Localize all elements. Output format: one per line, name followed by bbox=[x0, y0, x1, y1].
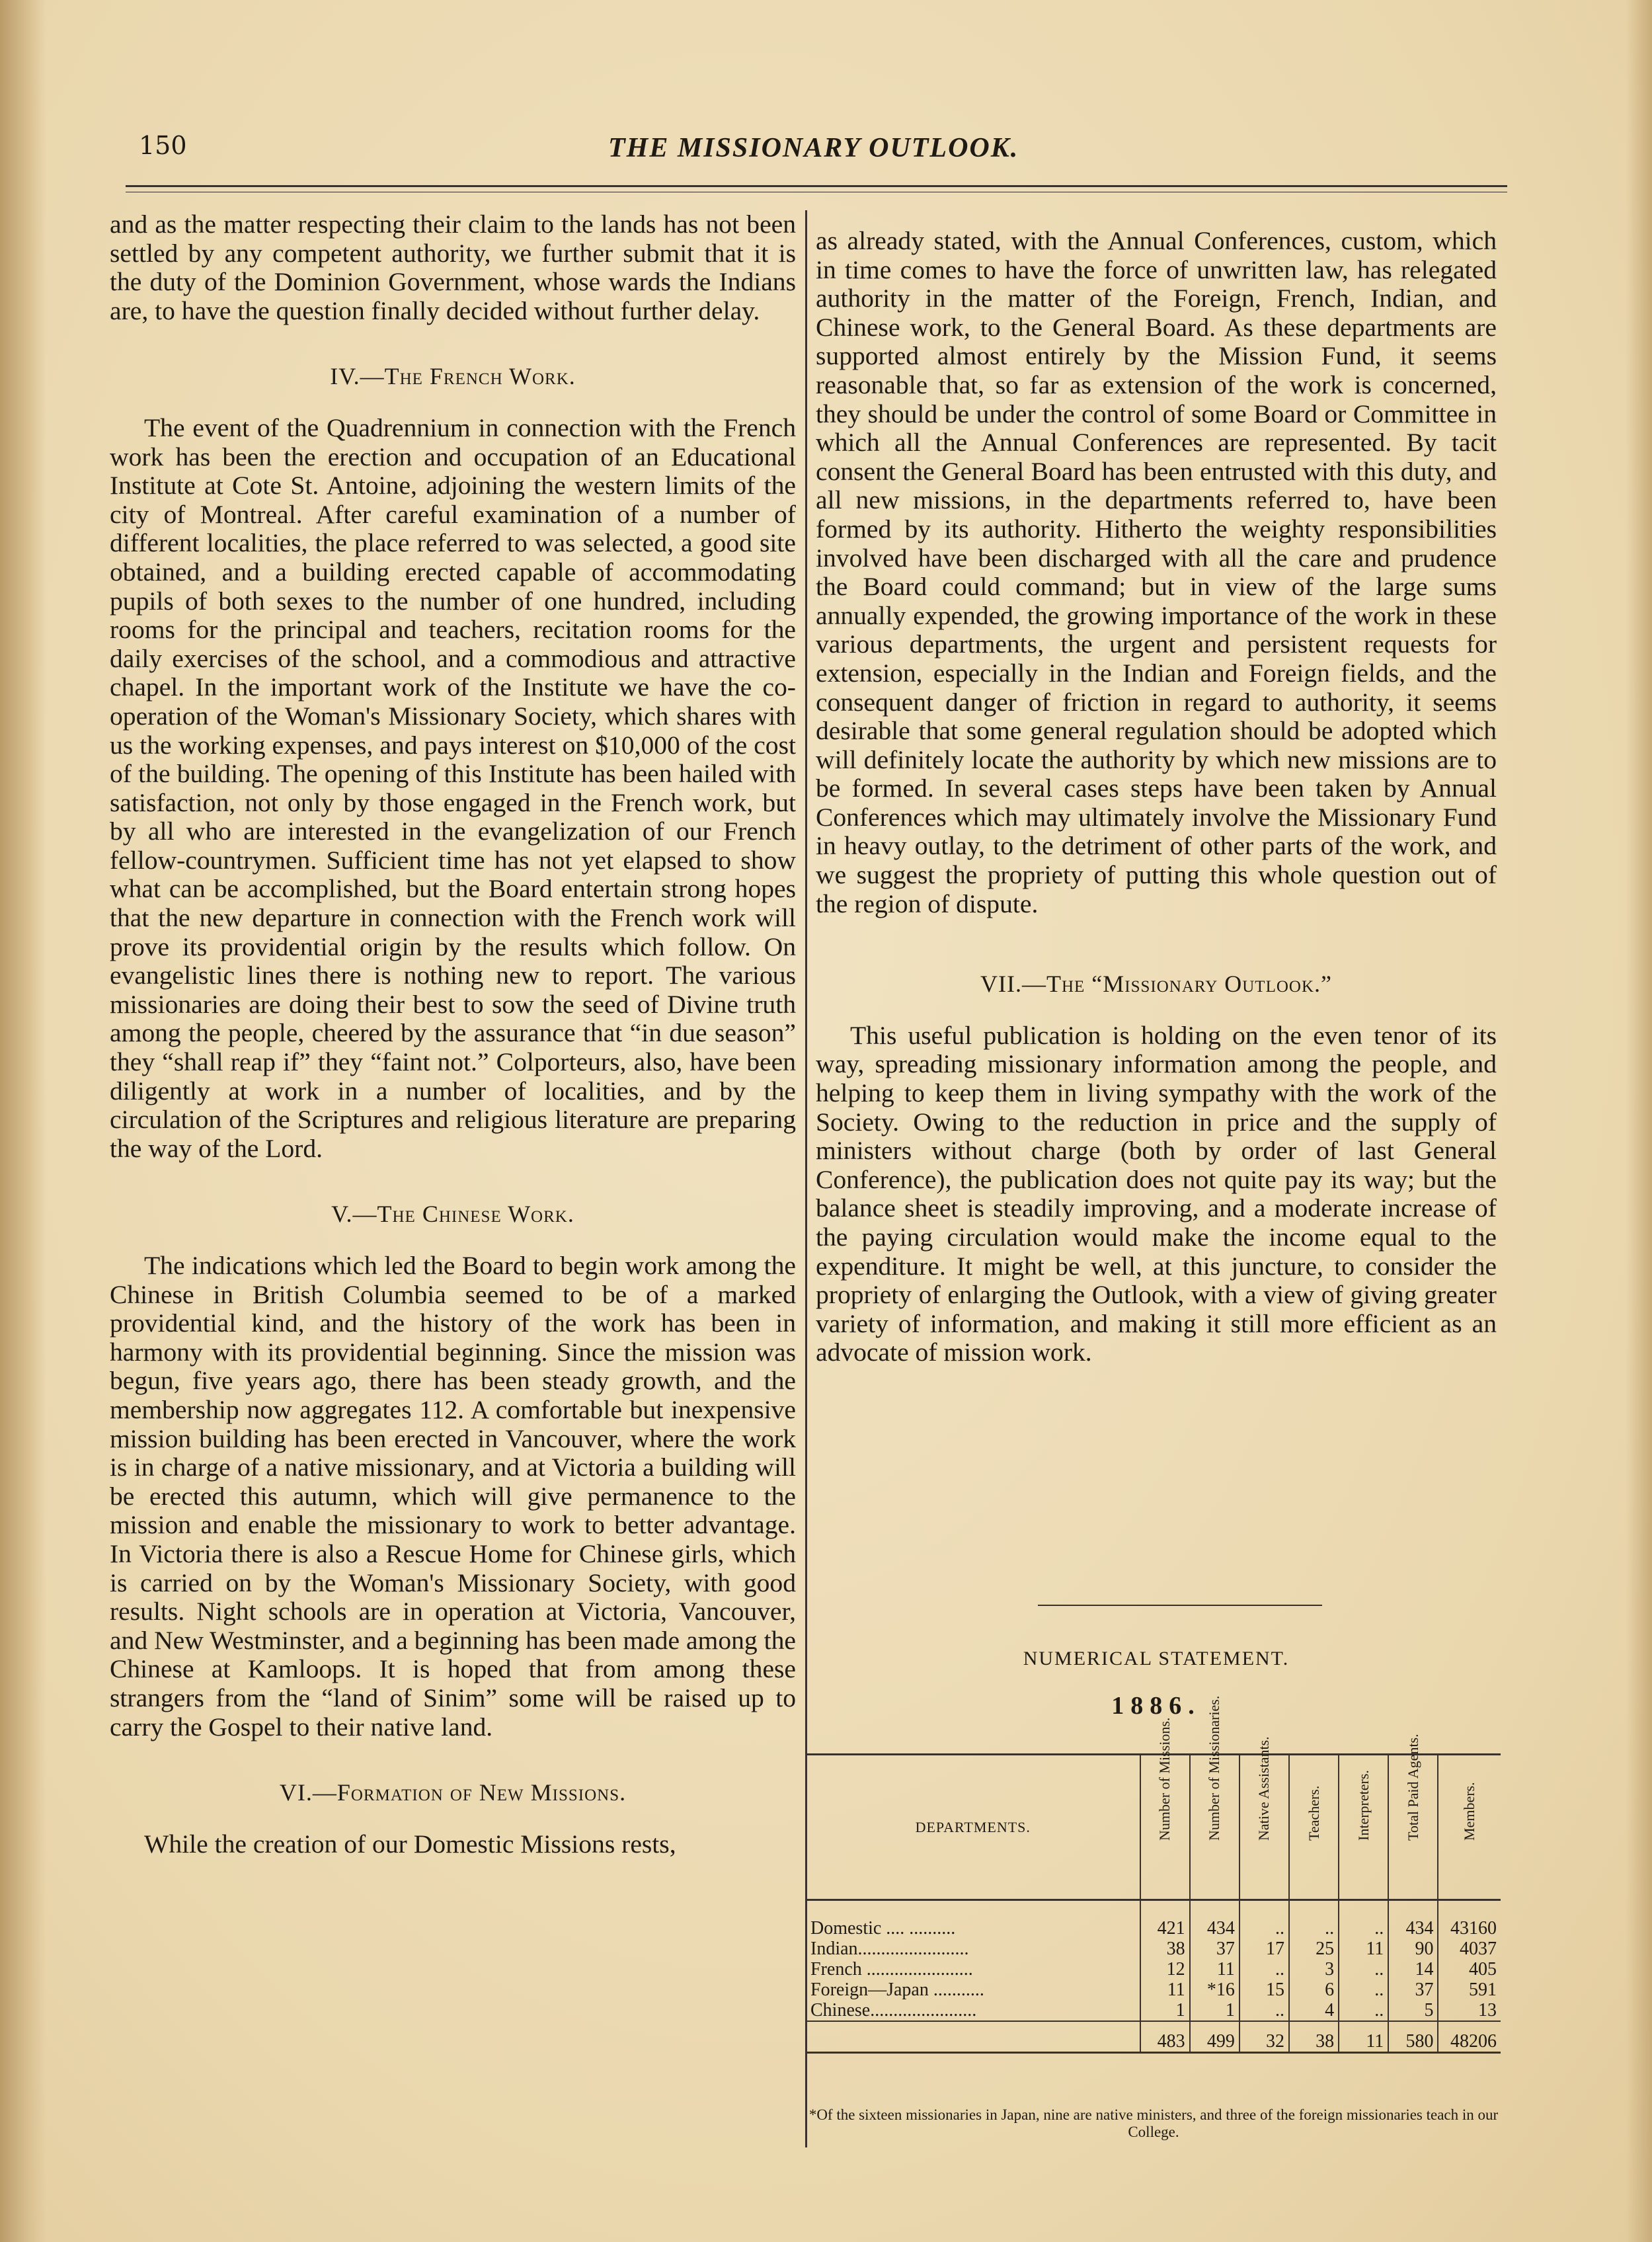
table-cell: 37 bbox=[1190, 1939, 1239, 1959]
table-cell: 37 bbox=[1388, 1980, 1438, 2000]
table-total-row bbox=[806, 2021, 1501, 2053]
journal-title: THE MISSIONARY OUTLOOK. bbox=[608, 133, 1019, 163]
table-cell: .. bbox=[1289, 1900, 1339, 1939]
table-cell: 1 bbox=[1190, 2000, 1239, 2021]
table-cell: 11 bbox=[1140, 1980, 1190, 2000]
section-heading: VI.—Formation of New Missions. bbox=[279, 1779, 627, 1806]
department-name: Indian........................ bbox=[810, 1939, 969, 1959]
page-number: 150 bbox=[139, 131, 187, 160]
department-name: Chinese....................... bbox=[810, 2000, 977, 2021]
table-cell: 3 bbox=[1289, 1959, 1339, 1980]
table-cell: 14 bbox=[1388, 1959, 1438, 1980]
table-cell: 90 bbox=[1388, 1939, 1438, 1959]
table-cell: 483 bbox=[1140, 2021, 1190, 2053]
statement-year: 1886. bbox=[1111, 1692, 1201, 1720]
left-column bbox=[110, 210, 796, 1859]
paragraph: The indications which led the Board to begin work among the Chinese in British Columbia seemed to be of a marked providential kind, and the history of the work has been in harmony with its providential beginning. Since the mission was begun, five years ago, there has been steady growth, and the membership now aggregates 112. A comfortable but inexpensive mission building has been erected in Vancouver, where the work is in charge of a native missionary, and at Victoria a building will be erected this autumn, which will give permanence to the mission and enable the missionary to work to better advantage. In Victoria there is also a Rescue Home for Chinese girls, which is carried on by the Woman's Missionary Society, with good results. Night schools are in operation at Victoria, Vancouver, and New Westminster, and a beginning has been made among the Chinese at Kamloops. It is hoped that from among these strangers from the “land of Sinim” some will be raised up to carry the Gospel to their native land. bbox=[110, 1251, 796, 1742]
table-row bbox=[806, 2000, 1501, 2021]
table-cell: .. bbox=[1239, 1959, 1289, 1980]
table-cell: 434 bbox=[1190, 1900, 1239, 1939]
table-cell: .. bbox=[1339, 1959, 1388, 1980]
table-cell: 11 bbox=[1190, 1959, 1239, 1980]
table-cell: 580 bbox=[1388, 2021, 1438, 2053]
column-header: DEPARTMENTS. bbox=[915, 1818, 1031, 1835]
footnote: *Of the sixteen missionaries in Japan, nine are native ministers, and three of the foreign missionaries teach in our College. bbox=[808, 2106, 1499, 2140]
table-cell: 25 bbox=[1289, 1939, 1339, 1959]
column-header: Members. bbox=[1438, 1755, 1501, 1900]
table-cell: .. bbox=[1339, 1980, 1388, 2000]
table-cell: 1 bbox=[1140, 2000, 1190, 2021]
table-cell: *16 bbox=[1190, 1980, 1239, 2000]
table-cell: 13 bbox=[1438, 2000, 1501, 2021]
table-cell: 12 bbox=[1140, 1959, 1190, 1980]
right-column bbox=[816, 227, 1497, 1367]
table-cell: 421 bbox=[1140, 1900, 1190, 1939]
table-cell: 499 bbox=[1190, 2021, 1239, 2053]
table-cell: 4037 bbox=[1438, 1939, 1501, 1959]
table-cell: .. bbox=[1339, 1900, 1388, 1939]
department-name: Domestic .... .......... bbox=[810, 1918, 956, 1939]
column-header: Native Assistants. bbox=[1239, 1755, 1289, 1900]
table-cell: 17 bbox=[1239, 1939, 1289, 1959]
column-header: Teachers. bbox=[1289, 1755, 1339, 1900]
header-rule-top bbox=[126, 185, 1507, 187]
section-heading: IV.—The French Work. bbox=[330, 363, 576, 390]
table-cell: 591 bbox=[1438, 1980, 1501, 2000]
table-cell: 11 bbox=[1339, 1939, 1388, 1959]
table-cell: 15 bbox=[1239, 1980, 1289, 2000]
department-name: Foreign—Japan ........... bbox=[810, 1980, 984, 2000]
table-cell: 38 bbox=[1289, 2021, 1339, 2053]
section-heading: VII.—The “Missionary Outlook.” bbox=[980, 971, 1332, 998]
table-cell: 11 bbox=[1339, 2021, 1388, 2053]
paragraph: and as the matter respecting their claim to the lands has not been settled by any competent authority, we further submit that it is the duty of the Dominion Government, whose wards the Indians are, to have the question finally decided without further delay. bbox=[110, 210, 796, 325]
table-cell: 32 bbox=[1239, 2021, 1289, 2053]
paragraph: This useful publication is holding on the even tenor of its way, spreading missionary information among the people, and helping to keep them in living sympathy with the work of the Society. Owing to the reduction in price and the supply of ministers without charge (both by order of last General Conference), the publication does not quite pay its way; but the balance sheet is steadily improving, and a moderate increase of the paying circulation would make the income equal to the expenditure. It might be well, at this juncture, to consider the propriety of enlarging the Outlook, with a view of giving greater variety of information, and making it still more efficient as an advocate of mission work. bbox=[816, 1020, 1497, 1367]
statement-divider bbox=[1038, 1605, 1322, 1606]
table-cell: 4 bbox=[1289, 2000, 1339, 2021]
table-cell: 405 bbox=[1438, 1959, 1501, 1980]
table-cell: .. bbox=[1339, 2000, 1388, 2021]
table-row bbox=[806, 1900, 1501, 1939]
book-spine-shadow bbox=[0, 0, 46, 2242]
table-cell: 43160 bbox=[1438, 1900, 1501, 1939]
statement-title: NUMERICAL STATEMENT. bbox=[1023, 1648, 1290, 1669]
column-header: Number of Missionaries. bbox=[1190, 1755, 1239, 1900]
table-cell: .. bbox=[1239, 2000, 1289, 2021]
column-header: Interpreters. bbox=[1339, 1755, 1388, 1900]
table-cell: 48206 bbox=[1438, 2021, 1501, 2053]
department-name bbox=[806, 2021, 1140, 2053]
paragraph: as already stated, with the Annual Conferences, custom, which in time comes to have the force of unwritten law, has relegated authority in the matter of the Foreign, French, Indian, and Chinese work, to the General Board. As these departments are supported almost entirely by the Mission Fund, it seems reasonable that, so far as extension of the work is concerned, they should be under the control of some Board or Committee in which all the Annual Conferences are represented. By tacit consent the General Board has been entrusted with this duty, and all new missions, in the departments referred to, have been formed by its authority. Hitherto the weighty responsibilities involved have been discharged with all the care and prudence the Board could command; but in view of the large sums annually expended, the growing importance of the work in these various departments, the urgent and persistent requests for extension, especially in the Indian and Foreign fields, and the consequent danger of friction in regard to authority, it seems desirable that some general regulation should be adopted which will definitely locate the authority by which new missions are to be formed. In several cases steps have been taken by Annual Conferences which may ultimately involve the Missionary Fund in heavy outlay, to the detriment of other parts of the work, and we suggest the propriety of putting this whole question out of the region of dispute. bbox=[816, 226, 1497, 918]
table-cell: .. bbox=[1239, 1900, 1289, 1939]
section-heading: V.—The Chinese Work. bbox=[331, 1201, 574, 1228]
table-cell: 5 bbox=[1388, 2000, 1438, 2021]
table-row bbox=[806, 1980, 1501, 2000]
table-cell: 38 bbox=[1140, 1939, 1190, 1959]
column-header: Number of Missions. bbox=[1140, 1755, 1190, 1900]
column-header: Total Paid Agents. bbox=[1388, 1755, 1438, 1900]
table-header-row bbox=[806, 1755, 1501, 1900]
table-row bbox=[806, 1939, 1501, 1959]
paragraph: While the creation of our Domestic Missions rests, bbox=[144, 1829, 676, 1859]
paragraph: The event of the Quadrennium in connection with the French work has been the erection and occupation of an Educational Institute at Cote St. Antoine, adjoining the western limits of the city of Montreal. After careful examination of a number of different localities, the place referred to was selected, a good site obtained, and a building erected capable of accommodating pupils of both sexes to the number of one hundred, including rooms for the principal and teachers, recitation rooms for the daily exercises of the school, and a commodious and attractive chapel. In the important work of the Institute we have the co-operation of the Woman's Missionary Society, which shares with us the working expenses, and pays interest on $10,000 of the cost of the building. The opening of this Institute has been hailed with satisfaction, not only by those engaged in the French work, but by all who are interested in the evangelization of our French fellow-countrymen. Sufficient time has not yet elapsed to show what can be accomplished, but the Board entertain strong hopes that the new departure in connection with the French work will prove its providential origin by the results which follow. On evangelistic lines there is nothing new to report. The various missionaries are doing their best to sow the seed of Divine truth among the people, cheered by the assurance that “in due season” they “shall reap if” they “faint not.” Colporteurs, also, have been diligently at work in a number of localities, and by the circulation of the Scriptures and religious literature are preparing the way of the Lord. bbox=[110, 413, 796, 1163]
page-edge-shadow bbox=[1626, 0, 1652, 2242]
department-name: French ....................... bbox=[810, 1959, 973, 1980]
table-row bbox=[806, 1959, 1501, 1980]
page-header bbox=[139, 131, 1514, 171]
table-cell: 434 bbox=[1388, 1900, 1438, 1939]
table-cell: 6 bbox=[1289, 1980, 1339, 2000]
